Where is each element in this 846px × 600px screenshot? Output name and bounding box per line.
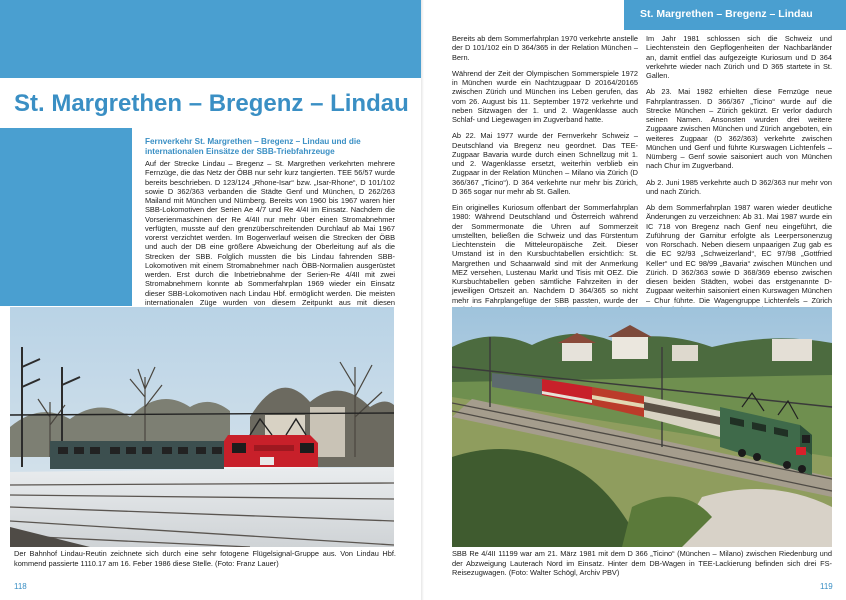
- paragraph: Ab 22. Mai 1977 wurde der Fernverkehr Schweiz – Deutschland via Bregenz neu geordnet. Das TEE-Zugpaar Bavaria wurde durch einen Schnellzug mit 1. und 2. Wagenklasse ersetzt, weiterhin verblieb ein Zugpaar in der Relation München – Milano via Zürich (D 366/367 „Ticino“). D 364 verkehrte nur mehr bis Zürich, D 365 sogar nur mehr ab St. Gallen.: [452, 131, 638, 196]
- page-gutter: [421, 0, 424, 600]
- article-intro-text: Auf der Strecke Lindau – Bregenz – St. Margrethen verkehrten mehrere Fernzüge, die das Netz der ÖBB nur sehr kurz tangierten. TEE 56/57 wurde bereits beschrieben. D 123/124 „Rhone-Isar“ bzw. „Isar-Rhone“, D 101/102 sowie D 362/363 verbanden die Städte Genf und München, D 262/263 Mailand mit München und Nürnberg. Bereits von 1960 bis 1967 waren hier SBB-Lokomotiven der Serien Ae 4/7 und Re 4/4I im Einsatz. Nachdem die Vorserienmaschinen der Re 4/4II nur mehr über einen Stromabnehmer verfügten, musste auf den grenzüberschreitenden Durchlauf ab Mai 1967 vorerst verzichtet werden. Im Bogenverlauf weisen die Strecken der ÖBB und auch der DB eine größere Abweichung der Oberleitung auf als die Strecken der SBB. Folglich mussten die bis Lindau fahrenden SBB-Lokomotiven mit einem Stromabnehmer nach ÖBB-Normalien ausgerüstet werden. Erst durch die Inbetriebnahme der Serien-Re 4/4II mit zwei Stromabnehmern konnte ab Sommerfahrplan 1969 wieder ein Einsatz dieser SBB-Lokomotiven nach Lindau Hbf. ermöglicht werden. Die meisten internationalen Züge wurden von diesem Zeitpunkt aus mit diesen: [145, 159, 395, 307]
- page-number-right: 119: [820, 582, 833, 591]
- paragraph: Bereits ab dem Sommerfahrplan 1970 verkehrte anstelle der D 101/102 ein D 364/365 in der Relation München – Bern.: [452, 34, 638, 62]
- article-subtitle: Fernverkehr St. Margrethen – Bregenz – Lindau und die internationalen Einsätze der SBB-Triebfahrzeuge: [145, 137, 361, 156]
- page-number-left: 118: [14, 582, 27, 591]
- paragraph: Während der Zeit der Olympischen Sommerspiele 1972 in München wurde ein Nachtzugpaar D 20164/20165 zwischen Zürich und München ins Leben gerufen, das vom 26. August bis 11. September 1972 verkehrte und neben Sitzwagen der 1. und 2. Wagenklasse auch Schlaf- und Liegewagen im Zugverband hatte.: [452, 68, 638, 124]
- page-title: St. Margrethen – Bregenz – Lindau: [14, 90, 409, 117]
- photo-sbb-train-illustration: [452, 307, 832, 547]
- text-column-2: [646, 34, 832, 321]
- paragraph: Im Jahr 1981 schlossen sich die Schweiz und Liechtenstein den Gepflogenheiten der Nachbarländer an, damit entfiel das aufgezeigte Kuriosum und D 364 verkehrte wieder nach Zürich und D 365 startete in St. Gallen.: [646, 34, 832, 80]
- paragraph: Ab 23. Mai 1982 erhielten diese Fernzüge neue Fahrplantrassen. D 366/367 „Ticino“ wurde auf die Strecke München – Zürich gekürzt. Er verlor dadurch seinen Namen. Ansonsten wurden drei weitere Zugpaare zwischen München und Zürich angeboten, ein weiteres Zugpaar (D 362/363) verkehrte zwischen München und Genf und führte Kurswagen Lichtenfels – Nürnberg – Genf sowie saisoniert auch von München nach Chur im Zugverband.: [646, 87, 832, 171]
- photo-caption-right: SBB Re 4/4II 11199 war am 21. März 1981 mit dem D 366 „Ticino“ (München – Milano) zwischen Riedenburg und der Abzweigung Lauterach Nord im Einsatz. Hinter dem DB-Wagen in TEE-Lackierung befinden sich drei FS-Reisezugwagen. (Foto: Walter Schögl, Archiv PBV): [452, 549, 832, 578]
- photo-lindau-reutin: [10, 307, 394, 547]
- left-page-blue-header: [0, 0, 423, 78]
- text-column-1: [452, 34, 638, 330]
- paragraph: Ab dem Sommerfahrplan 1987 waren wieder deutliche Änderungen zu verzeichnen: Ab 31. Mai 1987 wurde ein IC 718 von Bregenz nach Genf neu eingeführt, die Zuführung der Garnitur erfolgte als Leerpersonenzug von Rorschach. Neben diesem unpaarigen Zug gab es die EC 92/93 „Schweizerland“, EC 97/98 „Gottfried Keller“ und EC 98/99 „Bavaria“ zwischen München und Zürich. D 362/363 sowie D 368/369 ebenso zwischen diesen beiden Städten, wobei das erstgenannte D-Zugpaar weiterhin saisoniert einen Kurswagen München – Chur führte. Die Wagengruppe Lichtenfels – Zürich: [646, 203, 832, 305]
- running-header: St. Margrethen – Bregenz – Lindau: [640, 8, 813, 20]
- photo-sbb-re44ii-ticino: [452, 307, 832, 547]
- paragraph: Ab 2. Juni 1985 verkehrte auch D 362/363 nur mehr von und nach Zürich.: [646, 177, 832, 196]
- paragraph: Ein originelles Kuriosum offenbart der Sommerfahrplan 1980: Während Deutschland und Österreich während der Sommermonate die Uhren auf Sommerzeit umstellten, beließen die Schweiz und das Fürstentum Liechtenstein die Mitteleuropäische Zeit. Dieser Umstand ist in den Kursbuchtabellen ersichtlich: St. Margrethen und Schaanwald sind mit der Anmerkung MEZ versehen, Lustenau Markt und Tisis mit OEZ. Die Kursbuchtabellen geben sämtliche Fahrzeiten in der jeweiligen Ortszeit an. Nachdem D 364/365 so nicht mehr ins Fahrplangefüge der SBB passten, wurde der: [452, 203, 638, 305]
- photo-lindau-reutin-illustration: [10, 307, 394, 547]
- photo-caption-left: Der Bahnhof Lindau-Reutin zeichnete sich durch eine sehr fotogene Flügelsignal-Gruppe aus. Von Lindau Hbf. kommend passierte 1110.17 am 16. Feber 1986 diese Stelle. (Foto: Franz Lauer): [14, 549, 396, 568]
- textbox-corner-shape: [0, 128, 142, 307]
